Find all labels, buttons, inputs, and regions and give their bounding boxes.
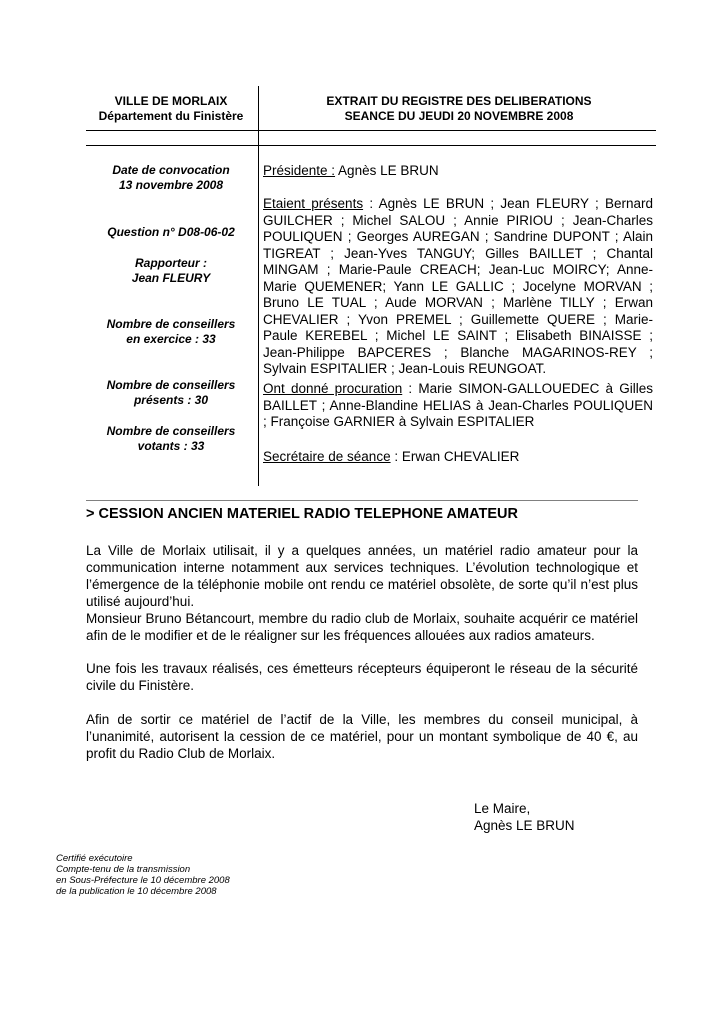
president-label: Présidente : [263, 163, 336, 178]
department-name: Département du Finistère [98, 109, 244, 123]
header-rule-bottom [86, 145, 656, 146]
rapporteur-label: Rapporteur : [135, 256, 207, 270]
proxies [263, 381, 653, 431]
proxies-label: Ont donné procuration [263, 381, 403, 396]
present-members [263, 196, 653, 378]
deliberation-title: > CESSION ANCIEN MATERIEL RADIO TELEPHONE AMATEUR [86, 506, 518, 522]
president-line [263, 163, 653, 180]
councillors-present [86, 378, 256, 408]
councillors-voting [86, 424, 256, 454]
convocation-label: Date de convocation [112, 163, 230, 177]
certification-note [56, 853, 230, 897]
section-separator [86, 500, 638, 501]
councillors-present-label: Nombre de conseillers [106, 378, 236, 392]
column-divider [258, 86, 259, 486]
secretary-line [263, 449, 653, 466]
proxies-list: : Marie SIMON-GALLOUEDEC à Gilles BAILLET ; Anne-Blandine HELIAS à Jean-Charles POULIQUEN ; Françoise GARNIER à Sylvain ESPITALIER [263, 381, 653, 429]
municipality-header [86, 94, 256, 124]
certification-line-1: Certifié exécutoire [56, 853, 133, 864]
councillors-in-office-label: Nombre de conseillers [106, 317, 236, 331]
session-date: SEANCE DU JEUDI 20 NOVEMBRE 2008 [344, 109, 574, 123]
paragraph-1: La Ville de Morlaix utilisait, il y a quelques années, un matériel radio amateur pour la communication interne notamment aux services techniques. L’évolution technologique et l’émergence de la téléphonie mobile ont rendu ce matériel obsolète, de sorte qu’il n’est plus utilisé aujourd’hui. [86, 543, 638, 609]
convocation-value: 13 novembre 2008 [118, 178, 224, 192]
convocation-date [86, 163, 256, 193]
secretary-value: : Erwan CHEVALIER [390, 449, 520, 464]
paragraph-3: Une fois les travaux réalisés, ces émetteurs récepteurs équiperont le réseau de la sécurité civile du Finistère. [86, 661, 638, 693]
councillors-voting-label: Nombre de conseillers [106, 424, 236, 438]
certification-line-2: Compte-tenu de la transmission [56, 864, 191, 875]
councillors-voting-value: votants : 33 [137, 439, 205, 453]
signature-name: Agnès LE BRUN [474, 818, 575, 833]
present-members-label: Etaient présents [263, 196, 364, 211]
signature-block [474, 800, 575, 834]
register-header [262, 94, 656, 124]
president-value: Agnès LE BRUN [335, 163, 439, 178]
present-members-list: : Agnès LE BRUN ; Jean FLEURY ; Bernard GUILCHER ; Michel SALOU ; Annie PIRIOU ; Jean-Charles POULIQUEN ; Georges AUREGAN ; Sandrine DUPONT ; Alain TIGREAT ; Jean-Yves TANGUY; Gilles BAILLET ; Chantal MINGAM ; Marie-Paule CREACH; Jean-Luc MOIRCY; Anne-Marie QUEMENER; Yann LE GALLIC ; Jocelyne MORVAN ; Bruno LE TUAL ; Aude MORVAN ; Marlène TILLY ; Erwan CHEVALIER ; Yvon PREMEL ; Guillemette QUERE ; Marie-Paule KEREBEL ; Michel LE SAINT ; Elisabeth BINAISSE ; Jean-Philippe BAPCERES ; Blanche MAGARINOS-REY ; Sylvain ESPITALIER ; Jean-Louis REUNGOAT. [263, 196, 654, 376]
header-rule-top [86, 130, 656, 131]
question-number: Question n° D08-06-02 [107, 225, 235, 239]
councillors-in-office [86, 317, 256, 347]
paragraph-2: Monsieur Bruno Bétancourt, membre du radio club de Morlaix, souhaite acquérir ce matériel afin de le modifier et de le réaligner sur les fréquences allouées aux radios amateurs. [86, 611, 638, 643]
councillors-in-office-value: en exercice : 33 [126, 332, 216, 346]
rapporteur [86, 256, 256, 286]
secretary-label: Secrétaire de séance [263, 449, 391, 464]
certification-line-4: de la publication le 10 décembre 2008 [56, 886, 217, 897]
certification-line-3: en Sous-Préfecture le 10 décembre 2008 [56, 875, 230, 886]
paragraph-4: Afin de sortir ce matériel de l’actif de la Ville, les membres du conseil municipal, à l’unanimité, autorisent la cession de ce matériel, pour un montant symbolique de 40 €, au profit du Radio Club de Morlaix. [86, 712, 638, 761]
register-title: EXTRAIT DU REGISTRE DES DELIBERATIONS [326, 94, 592, 108]
rapporteur-value: Jean FLEURY [131, 271, 211, 285]
signature-title: Le Maire, [474, 801, 531, 816]
city-name: VILLE DE MORLAIX [114, 94, 228, 108]
councillors-present-value: présents : 30 [133, 393, 209, 407]
